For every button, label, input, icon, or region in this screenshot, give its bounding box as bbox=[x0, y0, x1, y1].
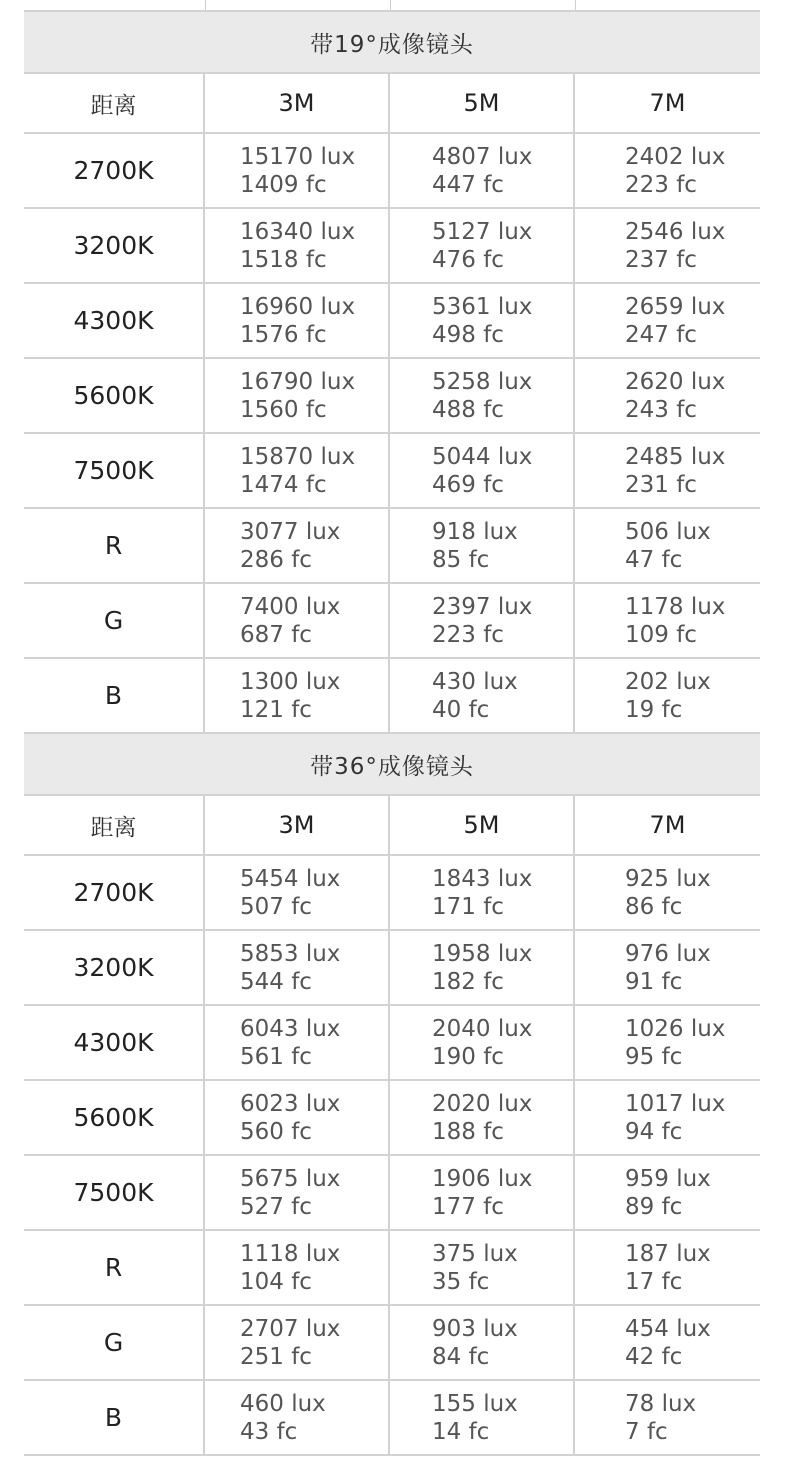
value-cell bbox=[575, 659, 760, 732]
value-cell bbox=[575, 134, 760, 207]
column-divider bbox=[205, 0, 206, 10]
fc-value: 1409 fc bbox=[240, 171, 327, 198]
section-title: 带19°成像镜头 bbox=[310, 31, 474, 58]
fc-value: 447 fc bbox=[432, 171, 504, 198]
value-cell bbox=[575, 434, 760, 507]
lux-value: 15170 lux bbox=[240, 143, 356, 170]
fc-value: 86 fc bbox=[625, 893, 683, 920]
fc-value: 223 fc bbox=[432, 621, 504, 648]
value-cell bbox=[390, 931, 575, 1004]
value-cell bbox=[390, 1006, 575, 1079]
fc-value: 476 fc bbox=[432, 246, 504, 273]
fc-value: 286 fc bbox=[240, 546, 312, 573]
row-label: B bbox=[24, 1381, 205, 1454]
row-label: 4300K bbox=[24, 284, 205, 357]
fc-value: 171 fc bbox=[432, 893, 504, 920]
column-divider bbox=[390, 0, 391, 10]
fc-value: 94 fc bbox=[625, 1118, 683, 1145]
value-cell bbox=[205, 931, 390, 1004]
fc-value: 1518 fc bbox=[240, 246, 327, 273]
fc-value: 247 fc bbox=[625, 321, 697, 348]
value-cell bbox=[575, 584, 760, 657]
value-cell bbox=[575, 1156, 760, 1229]
fc-value: 7 fc bbox=[625, 1418, 668, 1445]
lux-value: 2546 lux bbox=[625, 218, 726, 245]
value-cell bbox=[575, 931, 760, 1004]
illuminance-table bbox=[24, 0, 760, 1456]
value-cell bbox=[575, 1231, 760, 1304]
fc-value: 687 fc bbox=[240, 621, 312, 648]
lux-value: 4807 lux bbox=[432, 143, 533, 170]
header-row bbox=[24, 74, 760, 134]
value-cell bbox=[205, 134, 390, 207]
lux-value: 7400 lux bbox=[240, 593, 341, 620]
table-row bbox=[24, 134, 760, 209]
fc-value: 507 fc bbox=[240, 893, 312, 920]
value-cell bbox=[205, 1081, 390, 1154]
value-cell bbox=[575, 856, 760, 929]
fc-value: 190 fc bbox=[432, 1043, 504, 1070]
table-row bbox=[24, 284, 760, 359]
table-row bbox=[24, 1231, 760, 1306]
value-cell bbox=[205, 856, 390, 929]
lux-value: 2040 lux bbox=[432, 1015, 533, 1042]
row-label: 2700K bbox=[24, 134, 205, 207]
fc-value: 95 fc bbox=[625, 1043, 683, 1070]
lux-value: 16340 lux bbox=[240, 218, 356, 245]
distance-column-header: 7M bbox=[649, 811, 686, 839]
value-cell bbox=[575, 359, 760, 432]
lux-value: 1017 lux bbox=[625, 1090, 726, 1117]
fc-value: 544 fc bbox=[240, 968, 312, 995]
table-row bbox=[24, 1381, 760, 1456]
lux-value: 1118 lux bbox=[240, 1240, 341, 1267]
fc-value: 231 fc bbox=[625, 471, 697, 498]
value-cell bbox=[205, 284, 390, 357]
value-cell bbox=[390, 359, 575, 432]
lux-value: 5361 lux bbox=[432, 293, 533, 320]
distance-header: 距离 bbox=[24, 74, 205, 132]
distance-column-header: 5M bbox=[390, 796, 575, 854]
row-label: R bbox=[24, 1231, 205, 1304]
value-cell bbox=[205, 1306, 390, 1379]
lux-value: 903 lux bbox=[432, 1315, 518, 1342]
lux-value: 6043 lux bbox=[240, 1015, 341, 1042]
lux-value: 155 lux bbox=[432, 1390, 518, 1417]
row-label: 4300K bbox=[24, 1006, 205, 1079]
lux-value: 918 lux bbox=[432, 518, 518, 545]
table-row bbox=[24, 1006, 760, 1081]
value-cell bbox=[390, 1081, 575, 1154]
value-cell bbox=[390, 584, 575, 657]
distance-column-header: 5M bbox=[390, 74, 575, 132]
fc-value: 469 fc bbox=[432, 471, 504, 498]
value-cell bbox=[390, 284, 575, 357]
fc-value: 17 fc bbox=[625, 1268, 683, 1295]
distance-column-header: 7M bbox=[649, 89, 686, 117]
fc-value: 223 fc bbox=[625, 171, 697, 198]
table-sections bbox=[24, 12, 760, 1456]
fc-value: 488 fc bbox=[432, 396, 504, 423]
table-row bbox=[24, 1081, 760, 1156]
lux-value: 2020 lux bbox=[432, 1090, 533, 1117]
table-row bbox=[24, 509, 760, 584]
fc-value: 109 fc bbox=[625, 621, 697, 648]
value-cell bbox=[390, 1231, 575, 1304]
table-row bbox=[24, 659, 760, 734]
fc-value: 182 fc bbox=[432, 968, 504, 995]
row-label: 7500K bbox=[24, 1156, 205, 1229]
distance-column-header: 3M bbox=[205, 74, 390, 132]
value-cell bbox=[390, 1156, 575, 1229]
distance-header: 距离 bbox=[24, 796, 205, 854]
table-row bbox=[24, 584, 760, 659]
row-label: 5600K bbox=[24, 1081, 205, 1154]
fc-value: 188 fc bbox=[432, 1118, 504, 1145]
lux-value: 2707 lux bbox=[240, 1315, 341, 1342]
lux-value: 5127 lux bbox=[432, 218, 533, 245]
fc-value: 43 fc bbox=[240, 1418, 298, 1445]
row-label: G bbox=[24, 584, 205, 657]
table-top-edge bbox=[24, 0, 760, 12]
value-cell bbox=[205, 209, 390, 282]
lux-value: 187 lux bbox=[625, 1240, 711, 1267]
lux-value: 1300 lux bbox=[240, 668, 341, 695]
value-cell bbox=[575, 1306, 760, 1379]
value-cell bbox=[205, 509, 390, 582]
fc-value: 84 fc bbox=[432, 1343, 490, 1370]
distance-column-header: 3M bbox=[205, 796, 390, 854]
table-row bbox=[24, 856, 760, 931]
lux-value: 78 lux bbox=[625, 1390, 697, 1417]
fc-value: 243 fc bbox=[625, 396, 697, 423]
value-cell bbox=[390, 434, 575, 507]
table-row bbox=[24, 209, 760, 284]
fc-value: 1576 fc bbox=[240, 321, 327, 348]
value-cell bbox=[575, 284, 760, 357]
lux-value: 1958 lux bbox=[432, 940, 533, 967]
value-cell bbox=[390, 1306, 575, 1379]
value-cell bbox=[205, 1381, 390, 1454]
value-cell bbox=[205, 584, 390, 657]
section-title: 带36°成像镜头 bbox=[310, 753, 474, 780]
lux-value: 3077 lux bbox=[240, 518, 341, 545]
value-cell bbox=[390, 659, 575, 732]
value-cell bbox=[390, 209, 575, 282]
table-row bbox=[24, 434, 760, 509]
lux-value: 1906 lux bbox=[432, 1165, 533, 1192]
lux-value: 2402 lux bbox=[625, 143, 726, 170]
lux-value: 202 lux bbox=[625, 668, 711, 695]
lux-value: 5853 lux bbox=[240, 940, 341, 967]
lux-value: 976 lux bbox=[625, 940, 711, 967]
table-row bbox=[24, 1306, 760, 1381]
lux-value: 959 lux bbox=[625, 1165, 711, 1192]
lux-value: 5258 lux bbox=[432, 368, 533, 395]
lux-value: 1026 lux bbox=[625, 1015, 726, 1042]
table-row bbox=[24, 1156, 760, 1231]
lux-value: 430 lux bbox=[432, 668, 518, 695]
value-cell bbox=[390, 509, 575, 582]
value-cell bbox=[205, 659, 390, 732]
lux-value: 5044 lux bbox=[432, 443, 533, 470]
row-label: B bbox=[24, 659, 205, 732]
value-cell bbox=[575, 1081, 760, 1154]
lux-value: 506 lux bbox=[625, 518, 711, 545]
lux-value: 16960 lux bbox=[240, 293, 356, 320]
fc-value: 1560 fc bbox=[240, 396, 327, 423]
fc-value: 91 fc bbox=[625, 968, 683, 995]
fc-value: 561 fc bbox=[240, 1043, 312, 1070]
lux-value: 460 lux bbox=[240, 1390, 326, 1417]
value-cell bbox=[575, 209, 760, 282]
fc-value: 14 fc bbox=[432, 1418, 490, 1445]
value-cell bbox=[575, 1381, 760, 1454]
section-title-bar bbox=[24, 12, 760, 74]
fc-value: 89 fc bbox=[625, 1193, 683, 1220]
fc-value: 40 fc bbox=[432, 696, 490, 723]
row-label: 3200K bbox=[24, 209, 205, 282]
value-cell bbox=[205, 1231, 390, 1304]
value-cell bbox=[205, 434, 390, 507]
row-label: 2700K bbox=[24, 856, 205, 929]
lux-value: 5675 lux bbox=[240, 1165, 341, 1192]
value-cell bbox=[390, 134, 575, 207]
lux-value: 2659 lux bbox=[625, 293, 726, 320]
value-cell bbox=[205, 1006, 390, 1079]
fc-value: 47 fc bbox=[625, 546, 683, 573]
row-label: G bbox=[24, 1306, 205, 1379]
table-row bbox=[24, 931, 760, 1006]
fc-value: 85 fc bbox=[432, 546, 490, 573]
fc-value: 35 fc bbox=[432, 1268, 490, 1295]
lux-value: 16790 lux bbox=[240, 368, 356, 395]
value-cell bbox=[575, 509, 760, 582]
fc-value: 560 fc bbox=[240, 1118, 312, 1145]
row-label: 7500K bbox=[24, 434, 205, 507]
lux-value: 925 lux bbox=[625, 865, 711, 892]
fc-value: 251 fc bbox=[240, 1343, 312, 1370]
value-cell bbox=[390, 1381, 575, 1454]
lux-value: 2620 lux bbox=[625, 368, 726, 395]
value-cell bbox=[205, 1156, 390, 1229]
fc-value: 121 fc bbox=[240, 696, 312, 723]
row-label: R bbox=[24, 509, 205, 582]
lux-value: 1178 lux bbox=[625, 593, 726, 620]
lux-value: 1843 lux bbox=[432, 865, 533, 892]
value-cell bbox=[205, 359, 390, 432]
fc-value: 498 fc bbox=[432, 321, 504, 348]
fc-value: 237 fc bbox=[625, 246, 697, 273]
lux-value: 15870 lux bbox=[240, 443, 356, 470]
header-row bbox=[24, 796, 760, 856]
fc-value: 42 fc bbox=[625, 1343, 683, 1370]
row-label: 5600K bbox=[24, 359, 205, 432]
lux-value: 2397 lux bbox=[432, 593, 533, 620]
row-label: 3200K bbox=[24, 931, 205, 1004]
fc-value: 19 fc bbox=[625, 696, 683, 723]
value-cell bbox=[390, 856, 575, 929]
lux-value: 375 lux bbox=[432, 1240, 518, 1267]
value-cell bbox=[575, 1006, 760, 1079]
fc-value: 1474 fc bbox=[240, 471, 327, 498]
section-title-bar bbox=[24, 734, 760, 796]
lux-value: 5454 lux bbox=[240, 865, 341, 892]
lux-value: 6023 lux bbox=[240, 1090, 341, 1117]
fc-value: 104 fc bbox=[240, 1268, 312, 1295]
fc-value: 177 fc bbox=[432, 1193, 504, 1220]
fc-value: 527 fc bbox=[240, 1193, 312, 1220]
column-divider bbox=[575, 0, 576, 10]
table-row bbox=[24, 359, 760, 434]
lux-value: 454 lux bbox=[625, 1315, 711, 1342]
lux-value: 2485 lux bbox=[625, 443, 726, 470]
